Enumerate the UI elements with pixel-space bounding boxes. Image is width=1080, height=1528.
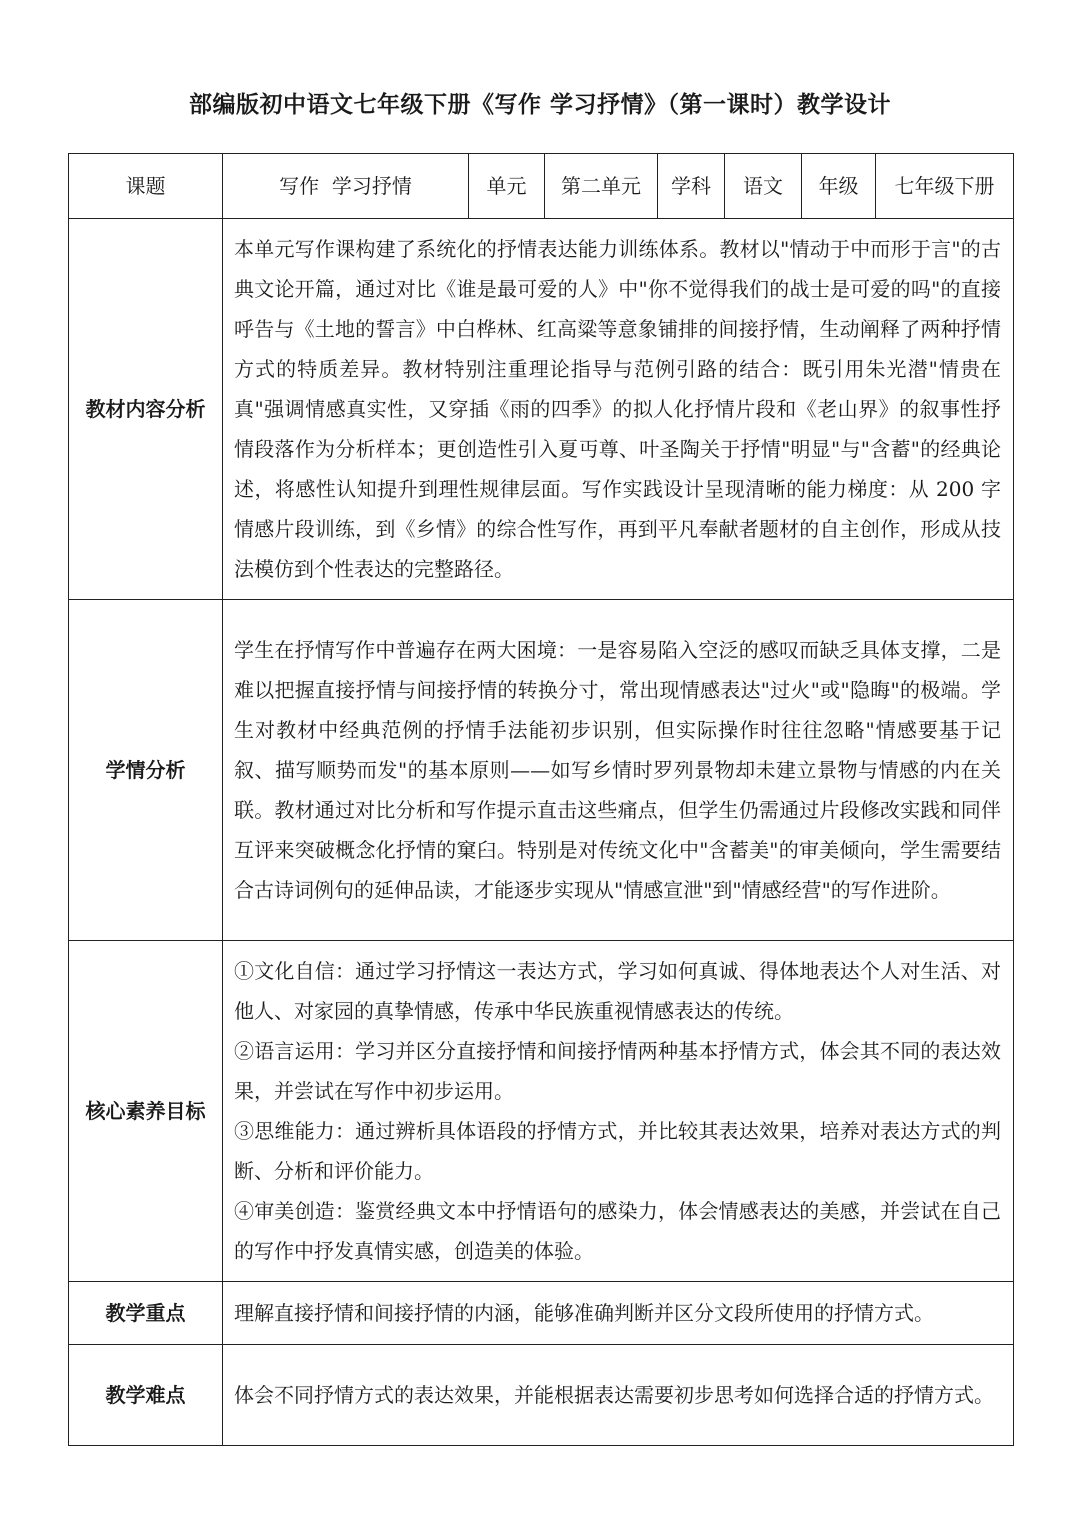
key-point-label: 教学重点: [69, 1282, 223, 1345]
core-goals-label: 核心素养目标: [69, 941, 223, 1282]
goal-item-aesthetics: ④审美创造：鉴赏经典文本中抒情语句的感染力，体会情感表达的美感，并尝试在自己的写作中抒发真情实感，创造美的体验。: [234, 1199, 1001, 1263]
difficulty-label: 教学难点: [69, 1345, 223, 1446]
goal-item-thinking: ③思维能力：通过辨析具体语段的抒情方式，并比较其表达效果，培养对表达方式的判断、分析和评价能力。: [234, 1119, 1001, 1183]
lesson-plan-table: [68, 153, 1014, 1446]
goal-item-culture: ①文化自信：通过学习抒情这一表达方式，学习如何真诚、得体地表达个人对生活、对他人、对家园的真挚情感，传承中华民族重视情感表达的传统。: [234, 959, 1001, 1023]
material-analysis-row: [69, 219, 1014, 600]
subject-label: 学科: [658, 154, 725, 219]
unit-label: 单元: [469, 154, 545, 219]
student-analysis-text: 学生在抒情写作中普遍存在两大困境：一是容易陷入空泛的感叹而缺乏具体支撑，二是难以把握直接抒情与间接抒情的转换分寸，常出现情感表达"过火"或"隐晦"的极端。学生对教材中经典范例的抒情手法能初步识别，但实际操作时往往忽略"情感要基于记叙、描写顺势而发"的基本原则——如写乡情时罗列景物却未建立景物与情感的内在关联。教材通过对比分析和写作提示直击这些痛点，但学生仍需通过片段修改实践和同伴互评来突破概念化抒情的窠臼。特别是对传统文化中"含蓄美"的审美倾向，学生需要结合古诗词例句的延伸品读，才能逐步实现从"情感宣泄"到"情感经营"的写作进阶。: [223, 600, 1014, 941]
page-title: 部编版初中语文七年级下册《写作 学习抒情》（第一课时）教学设计: [188, 91, 891, 118]
grade-value: 七年级下册: [876, 154, 1014, 219]
unit-value: 第二单元: [545, 154, 658, 219]
topic-label: 课题: [69, 154, 223, 219]
subject-value: 语文: [725, 154, 802, 219]
grade-label: 年级: [802, 154, 876, 219]
key-point-text: 理解直接抒情和间接抒情的内涵，能够准确判断并区分文段所使用的抒情方式。: [223, 1282, 1014, 1345]
student-analysis-row: [69, 600, 1014, 941]
material-analysis-text: 本单元写作课构建了系统化的抒情表达能力训练体系。教材以"情动于中而形于言"的古典文论开篇，通过对比《谁是最可爱的人》中"你不觉得我们的战士是可爱的吗"的直接呼告与《土地的誓言》中白桦林、红高粱等意象铺排的间接抒情，生动阐释了两种抒情方式的特质差异。教材特别注重理论指导与范例引路的结合：既引用朱光潜"情贵在真"强调情感真实性，又穿插《雨的四季》的拟人化抒情片段和《老山界》的叙事性抒情段落作为分析样本；更创造性引入夏丏尊、叶圣陶关于抒情"明显"与"含蓄"的经典论述，将感性认知提升到理性规律层面。写作实践设计呈现清晰的能力梯度：从 200 字情感片段训练，到《乡情》的综合性写作，再到平凡奉献者题材的自主创作，形成从技法模仿到个性表达的完整路径。: [223, 219, 1014, 600]
difficulty-row: [69, 1345, 1014, 1446]
core-goals-content: [223, 941, 1014, 1282]
key-point-row: [69, 1282, 1014, 1345]
material-analysis-label: 教材内容分析: [69, 219, 223, 600]
topic-value: 写作 学习抒情: [223, 154, 469, 219]
difficulty-text: 体会不同抒情方式的表达效果，并能根据表达需要初步思考如何选择合适的抒情方式。: [223, 1345, 1014, 1446]
goal-item-language: ②语言运用：学习并区分直接抒情和间接抒情两种基本抒情方式，体会其不同的表达效果，并尝试在写作中初步运用。: [234, 1039, 1001, 1103]
core-goals-row: [69, 941, 1014, 1282]
student-analysis-label: 学情分析: [69, 600, 223, 941]
header-row: [69, 154, 1014, 219]
